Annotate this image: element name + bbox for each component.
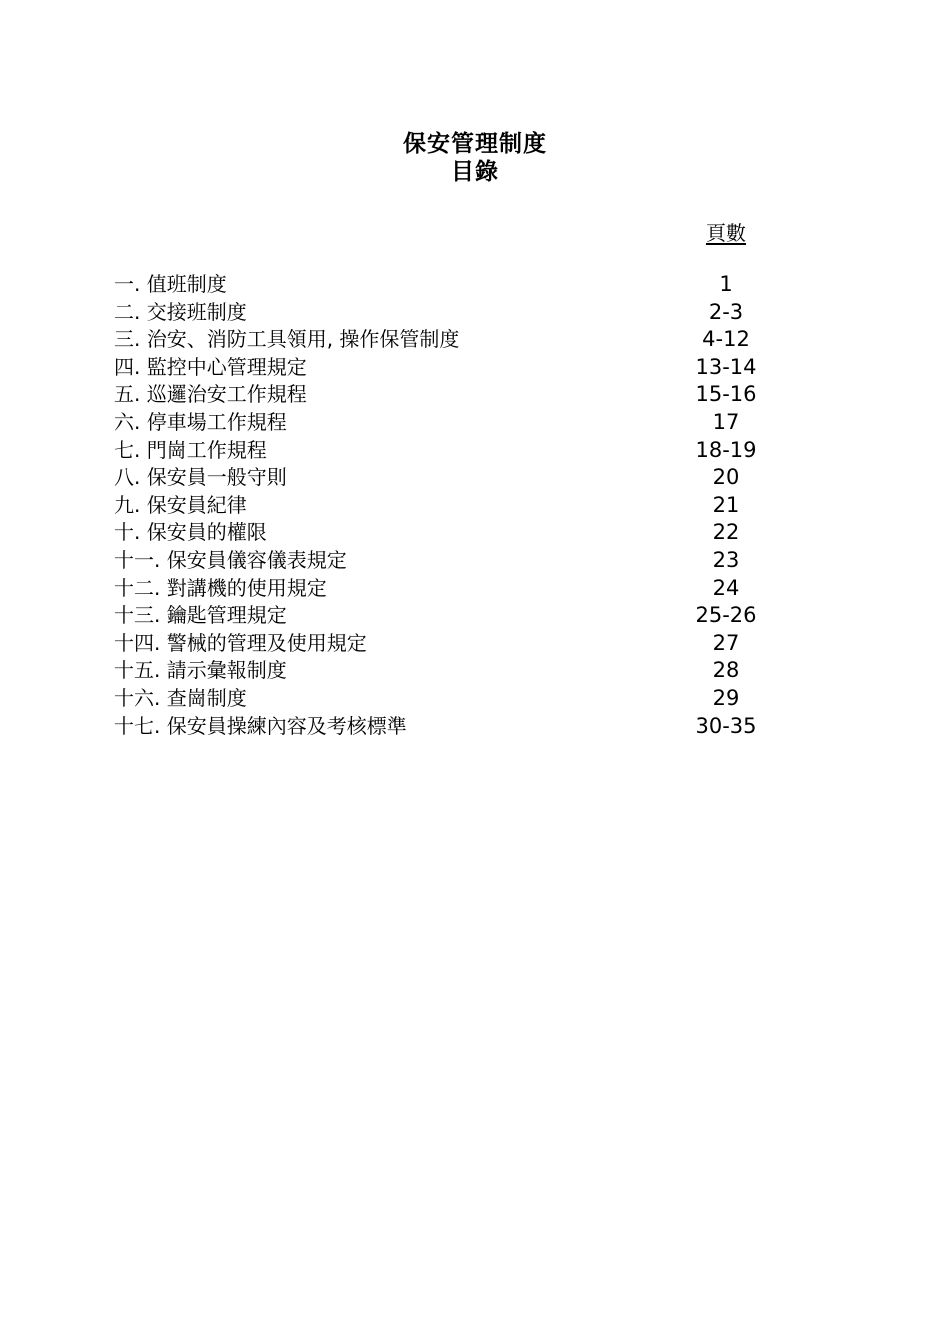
toc-entry [114,519,794,547]
toc-entry-page: 23 [712,547,740,572]
toc-entry-page: 20 [712,465,740,490]
toc-entry-label: 十五. 請示彙報制度 [114,658,287,683]
toc-entry [114,299,794,327]
document-title: 保安管理制度 [403,131,547,157]
toc-entry-label: 十四. 警械的管理及使用規定 [114,630,367,655]
toc-entry-label: 十. 保安員的權限 [114,520,267,545]
toc-entry [114,575,794,603]
toc-entry-page: 18-19 [695,437,757,462]
toc-entry-label: 六. 停車場工作規程 [114,409,287,434]
toc-entry [114,409,794,437]
toc-entry-label: 四. 監控中心管理規定 [114,354,307,379]
toc-entry-page: 25-26 [695,603,757,628]
toc-entry [114,685,794,713]
toc-entry-label: 九. 保安員紀律 [114,492,247,517]
toc-entry-page: 13-14 [695,354,757,379]
toc-entry [114,437,794,465]
toc-entry-page: 30-35 [695,713,757,738]
toc-entry [114,354,794,382]
toc-entry-page: 28 [712,658,740,683]
toc-entry-page: 21 [712,492,740,517]
toc-entry-page: 2-3 [708,299,744,324]
toc-entry [114,657,794,685]
toc-entry-label: 十一. 保安員儀容儀表規定 [114,547,347,572]
toc-entry-page: 24 [712,575,740,600]
toc-entry [114,381,794,409]
document-subtitle: 目錄 [451,159,499,185]
toc-entry [114,326,794,354]
toc-entry-page: 17 [712,409,740,434]
toc-entry [114,271,794,299]
toc-entry-page: 27 [712,630,740,655]
toc-entry-label: 七. 門崗工作規程 [114,437,267,462]
toc-entry [114,464,794,492]
toc-entry-label: 十六. 查崗制度 [114,685,247,710]
toc-entry-label: 一. 值班制度 [114,272,227,296]
toc-entry-label: 八. 保安員一般守則 [114,465,287,490]
toc-entry-label: 二. 交接班制度 [114,299,247,324]
toc-entry [114,602,794,630]
toc-entry-label: 三. 治安、消防工具領用, 操作保管制度 [114,327,460,352]
toc-entry [114,713,794,741]
page-column-header: 頁數 [706,221,746,245]
toc-entry-page: 29 [712,685,740,710]
toc-entry-label: 十二. 對講機的使用規定 [114,575,327,600]
toc-entry-page: 4-12 [702,327,750,352]
toc-entry [114,630,794,658]
toc-entry-label: 十三. 鑰匙管理規定 [114,603,287,628]
toc-entry-page: 1 [719,272,733,296]
toc-entry [114,492,794,520]
table-of-contents [114,271,794,740]
toc-entry-label: 五. 巡邏治安工作規程 [114,382,307,407]
toc-entry-page: 15-16 [695,382,757,407]
toc-entry [114,547,794,575]
toc-entry-label: 十七. 保安員操練內容及考核標準 [114,713,407,738]
toc-entry-page: 22 [712,520,740,545]
